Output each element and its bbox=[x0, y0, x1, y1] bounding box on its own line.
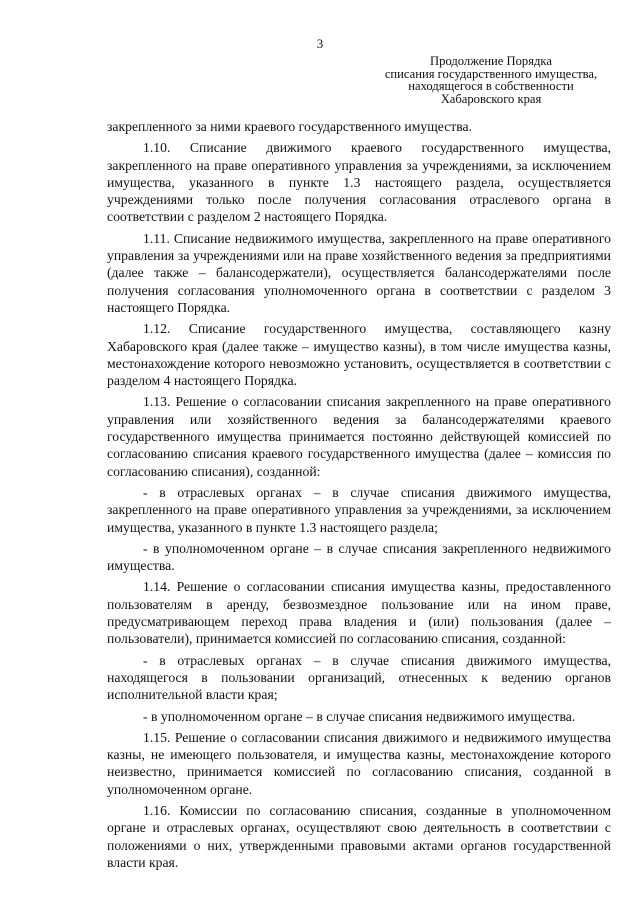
paragraph-1-15: 1.15. Решение о согласовании списания движимого и недвижимого имущества казны, не имеющего пользователя, и имущества казны, местонахождение которого неизвестно, принимается комиссией по согласованию списания, созданной в уполномоченном органе. bbox=[107, 729, 611, 797]
paragraph-1-11: 1.11. Списание недвижимого имущества, закрепленного на праве оперативного управления за учреждениями или на праве хозяйственного ведения за предприятиями (далее также – балансодержатели), осуществляется балансодержателями после получения согласования уполномоченного органа в соответствии с разделом 3 настоящего Порядка. bbox=[107, 230, 611, 315]
paragraph-1-10: 1.10. Списание движимого краевого государственного имущества, закрепленного на праве оперативного управления за учреждениями, за исключением имущества, указанного в пункте 1.3 настоящего раздела, осуществляется учреждениями только после получения согласования отраслевого органа в соответствии с разделом 2 настоящего Порядка. bbox=[107, 140, 611, 225]
paragraph-1-16: 1.16. Комиссии по согласованию списания, созданные в уполномоченном органе и отраслевых органах, осуществляют свою деятельность в соответствии с положениями о них, утвержденными правовыми актами органов государственной власти края. bbox=[107, 802, 611, 870]
paragraph-1-14: 1.14. Решение о согласовании списания имущества казны, предоставленного пользователям в аренду, безвозмездное пользование или на ином праве, предусматривающем переход права владения и (или) пользования (далее – пользователи), принимается комиссией по согласованию списания, созданной: bbox=[107, 579, 611, 647]
list-item-authorized-body: - в уполномоченном органе – в случае списания недвижимого имущества. bbox=[143, 708, 576, 724]
list-item-sectoral-bodies: - в отраслевых органах – в случае списания движимого имущества, находящегося в пользовании организаций, отнесенных к ведению органов исполнительной власти края; bbox=[107, 652, 611, 703]
header-line: Хабаровского края bbox=[440, 91, 542, 106]
paragraph-1-13: 1.13. Решение о согласовании списания закрепленного на праве оперативного управления или хозяйственного ведения за балансодержателями краевого государственного имущества принимается постоянно действующей комиссией по согласованию списания краевого государственного имущества (далее – комиссия по согласованию списания), созданной: bbox=[107, 394, 611, 479]
page-number: 3 bbox=[316, 36, 324, 51]
continuation-header bbox=[380, 55, 602, 105]
header-line: находящегося в собственности bbox=[408, 79, 574, 93]
header-line: списания государственного имущества, bbox=[384, 66, 598, 81]
header-line: Продолжение Порядка bbox=[430, 54, 552, 68]
paragraph-continuation: закрепленного за ними краевого государственного имущества. bbox=[107, 119, 473, 134]
document-body bbox=[107, 118, 611, 871]
list-item-sectoral-bodies: - в отраслевых органах – в случае списания движимого имущества, закрепленного на праве оперативного управления за учреждениями, за исключением имущества, указанного в пункте 1.3 настоящего раздела; bbox=[107, 484, 611, 535]
list-item-authorized-body: - в уполномоченном органе – в случае списания закрепленного недвижимого имущества. bbox=[107, 540, 611, 574]
paragraph-1-12: 1.12. Списание государственного имущества, составляющего казну Хабаровского края (далее также – имущество казны), в том числе имущества казны, местонахождение которого невозможно установить, осуществляется в соответствии с разделом 4 настоящего Порядка. bbox=[107, 321, 611, 389]
